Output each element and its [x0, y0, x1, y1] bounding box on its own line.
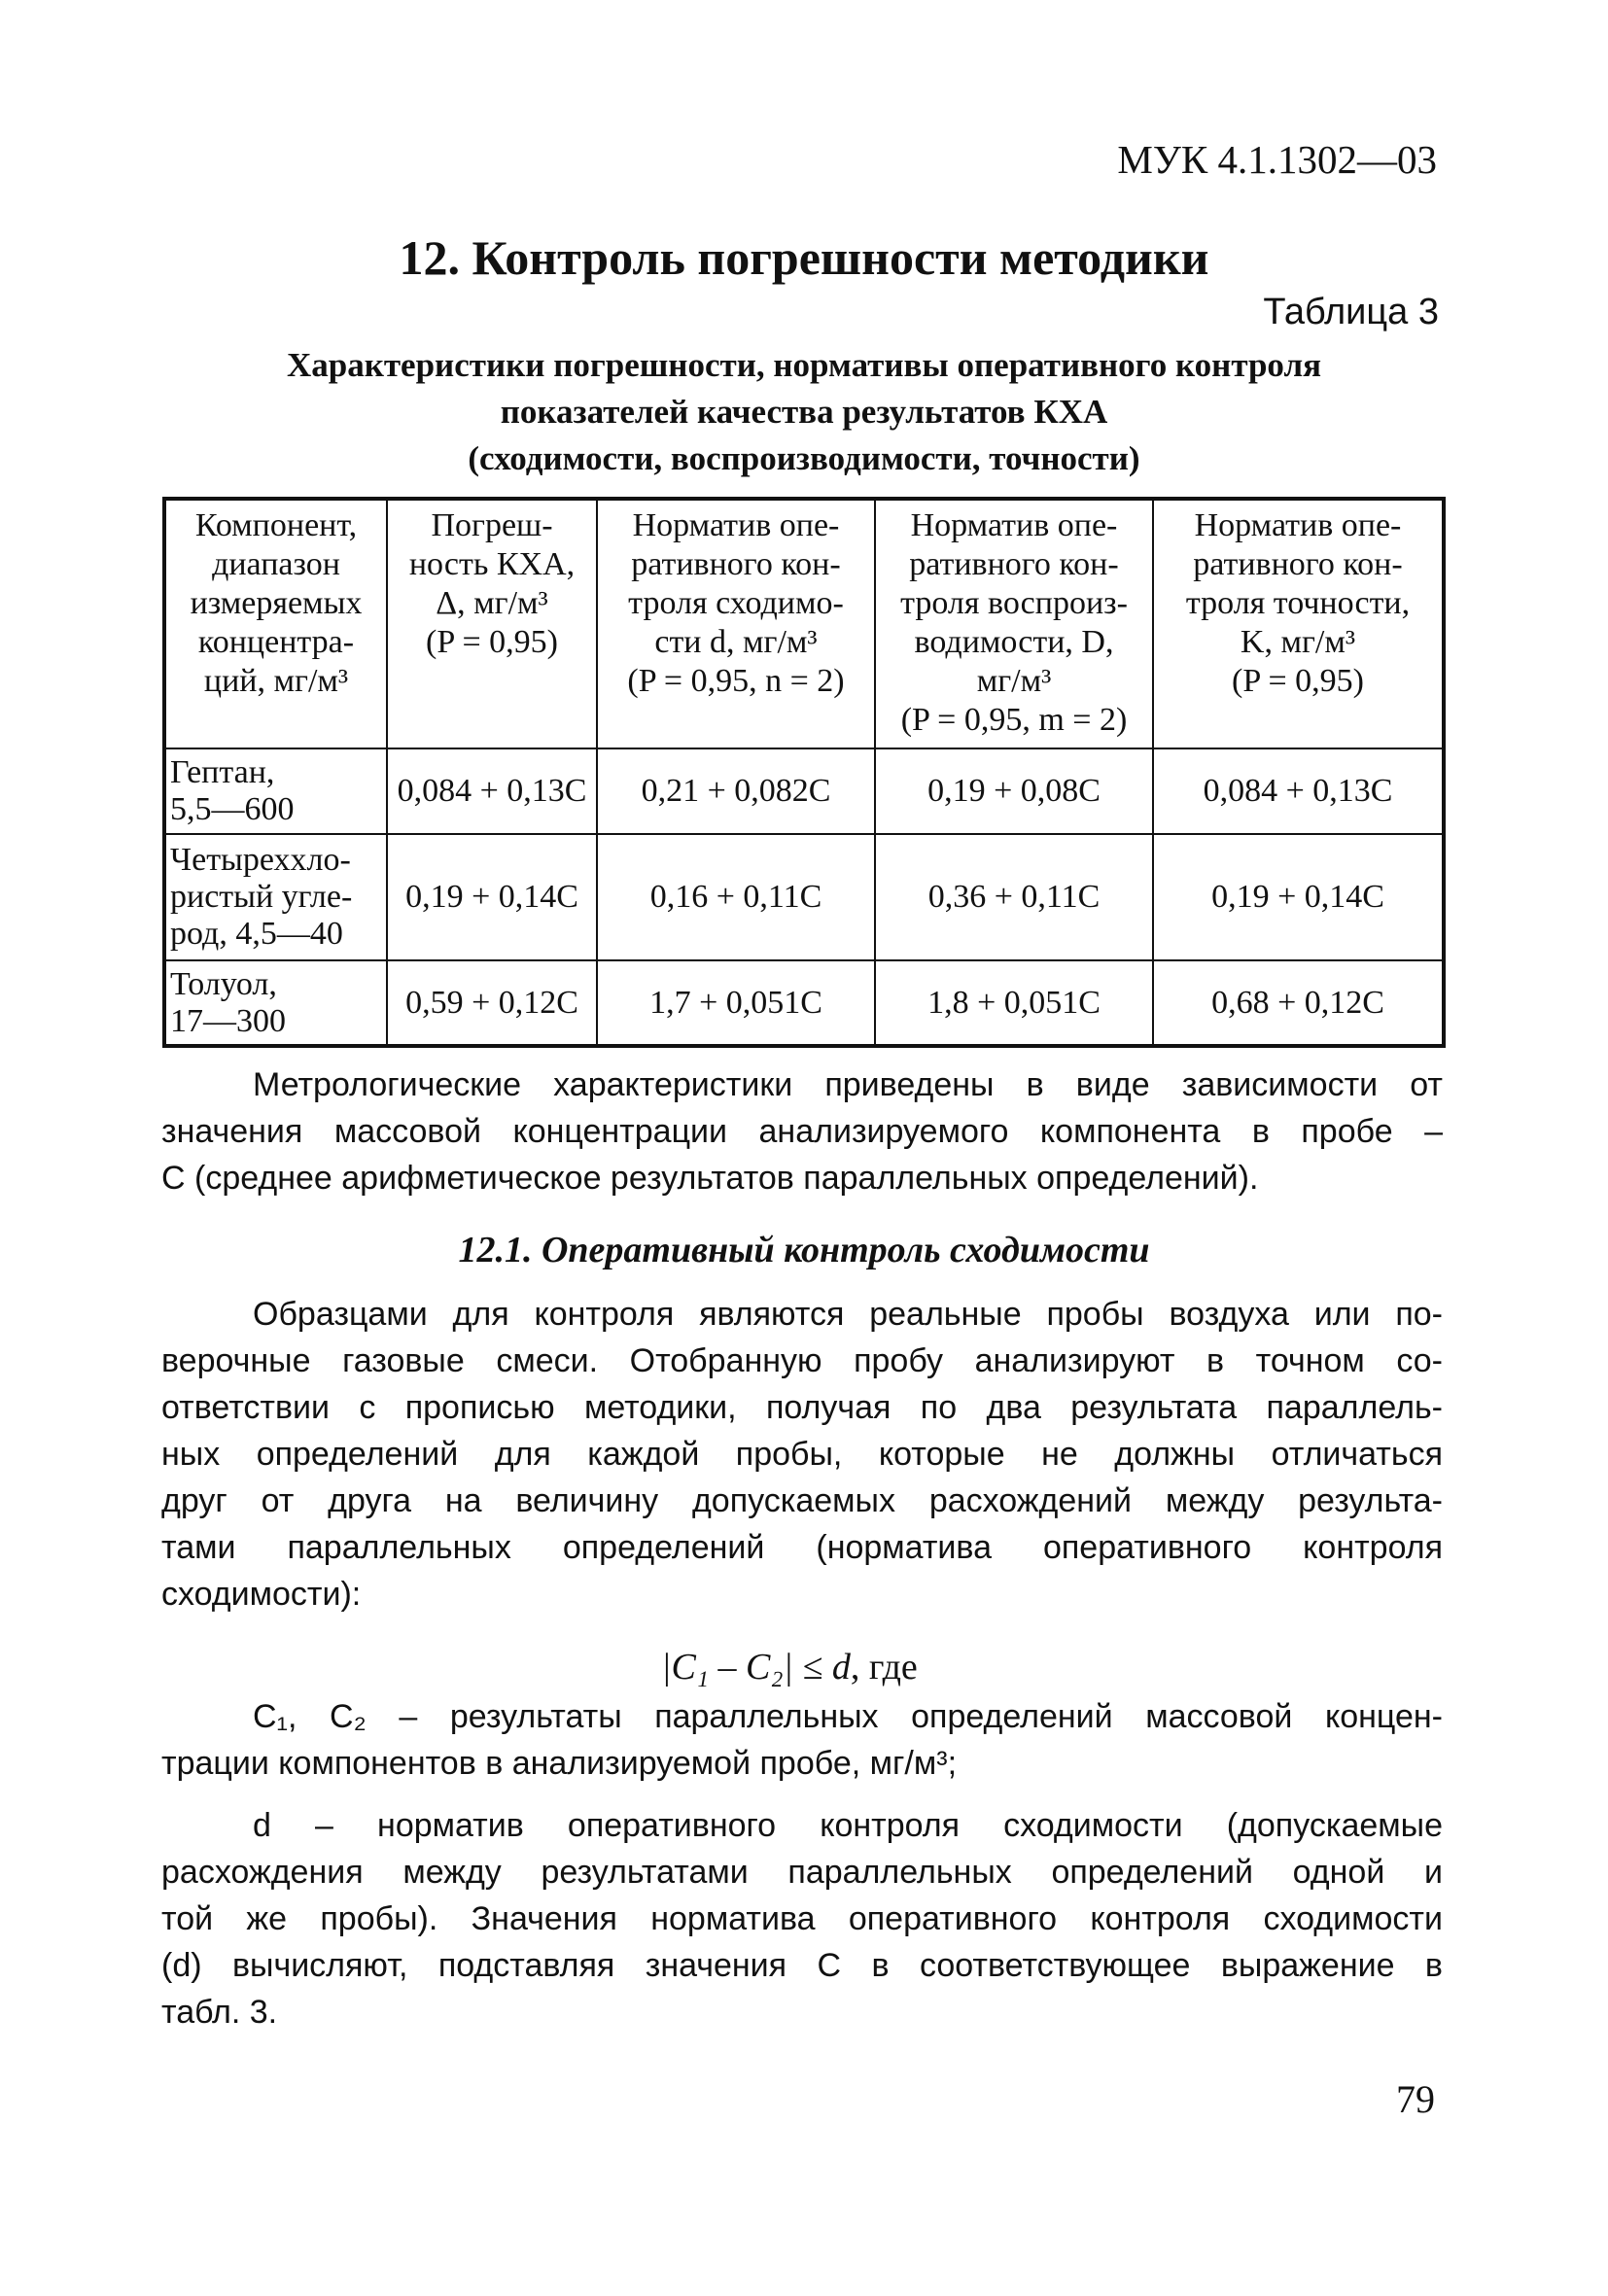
header-line: диапазон	[212, 546, 340, 582]
header-line: ративного кон-	[909, 546, 1119, 582]
component-line: 17—300	[170, 1002, 286, 1039]
caption-line: показателей качества результатов КХА	[500, 393, 1108, 431]
text-line: друг от друга на величину допускаемых расхождений между результа-	[161, 1482, 1443, 1519]
component-cell	[164, 748, 387, 834]
header-cell-repeatability	[597, 499, 875, 748]
component-line: Четыреххло-	[170, 842, 351, 878]
component-line: 5,5—600	[170, 791, 295, 827]
table-header-row	[164, 499, 1444, 748]
table-caption	[0, 342, 1608, 482]
header-line: Погреш-	[431, 507, 553, 543]
header-line: ций, мг/м³	[203, 663, 349, 699]
header-line: ративного кон-	[631, 546, 841, 582]
text-line: ответствии с прописью методики, получая по два результата параллель-	[161, 1389, 1443, 1426]
text-line: значения массовой концентрации анализируемого компонента в пробе –	[161, 1113, 1443, 1150]
text-line: табл. 3.	[161, 1994, 278, 2031]
text-line: ных определений для каждой пробы, которые не должны отличаться	[161, 1436, 1443, 1473]
header-line: троля сходимо-	[628, 585, 844, 621]
table-cell: 1,7 + 0,051C	[597, 960, 875, 1046]
subsection-title: 12.1. Оперативный контроль сходимости	[458, 1230, 1150, 1270]
header-line: Норматив опе-	[632, 507, 840, 543]
text-line: Образцами для контроля являются реальные пробы воздуха или по-	[253, 1296, 1443, 1333]
table-row	[164, 748, 1444, 834]
header-line: (P = 0,95, m = 2)	[900, 702, 1128, 738]
table-cell: 1,8 + 0,051C	[875, 960, 1153, 1046]
header-line: (P = 0,95)	[426, 624, 558, 660]
text-line: той же пробы). Значения норматива оперативного контроля сходимости	[161, 1900, 1443, 1937]
table-row	[164, 834, 1444, 960]
header-line: измеряемых	[190, 585, 363, 621]
formula-suffix: , где	[850, 1647, 918, 1687]
header-line: ность КХА,	[408, 546, 576, 582]
text-line: (d) вычисляют, подставляя значения C в соответствующее выражение в	[161, 1947, 1443, 1984]
header-line: Δ, мг/м³	[436, 585, 548, 621]
text-line: верочные газовые смеси. Отобранную пробу анализируют в точном со-	[161, 1342, 1443, 1379]
table-cell: 0,084 + 0,13C	[387, 748, 597, 834]
doc-code: МУК 4.1.1302—03	[1117, 137, 1437, 182]
header-line: Норматив опе-	[910, 507, 1118, 543]
table-label: Таблица 3	[1263, 292, 1439, 332]
text-line: d – норматив оперативного контроля сходимости (допускаемые	[253, 1807, 1443, 1844]
text-line: C₁, C₂ – результаты параллельных определений массовой концен-	[253, 1698, 1443, 1735]
component-cell	[164, 960, 387, 1046]
component-line: род, 4,5—40	[170, 916, 343, 952]
header-line: мг/м³	[976, 663, 1052, 699]
header-line: троля воспроиз-	[900, 585, 1128, 621]
table-row	[164, 960, 1444, 1046]
paragraph-samples	[161, 1291, 1443, 1618]
text-line: Метрологические характеристики приведены в виде зависимости от	[253, 1066, 1443, 1103]
repeatability-formula	[661, 1646, 918, 1688]
text-line: трации компонентов в анализируемой пробе, мг/м³;	[161, 1745, 958, 1782]
header-cell-accuracy	[1153, 499, 1444, 748]
table-cell: 0,19 + 0,14C	[387, 834, 597, 960]
table-cell: 0,36 + 0,11C	[875, 834, 1153, 960]
component-line: Толуол,	[170, 965, 277, 1002]
header-cell-reproducibility	[875, 499, 1153, 748]
header-line: (P = 0,95, n = 2)	[627, 663, 845, 699]
text-line: сходимости):	[161, 1576, 362, 1613]
header-line: K, мг/м³	[1240, 624, 1356, 660]
header-cell-error	[387, 499, 597, 748]
header-line: троля точности,	[1185, 585, 1411, 621]
table-cell: 0,19 + 0,14C	[1153, 834, 1444, 960]
component-line: Гептан,	[170, 754, 275, 790]
header-line: (P = 0,95)	[1232, 663, 1364, 699]
formula-expression: |C₁ – C₂| ≤ d	[661, 1647, 851, 1687]
header-line: Компонент,	[194, 507, 358, 543]
header-line: сти d, мг/м³	[654, 624, 818, 660]
table-cell: 0,084 + 0,13C	[1153, 748, 1444, 834]
metrology-table	[162, 497, 1446, 1048]
caption-line: (сходимости, воспроизводимости, точности)	[468, 439, 1140, 477]
header-line: ративного кон-	[1193, 546, 1403, 582]
table-cell: 0,21 + 0,082C	[597, 748, 875, 834]
table-cell: 0,68 + 0,12C	[1153, 960, 1444, 1046]
header-line: водимости, D,	[914, 624, 1114, 660]
text-line: расхождения между результатами параллельных определений одной и	[161, 1854, 1443, 1891]
text-line: тами параллельных определений (норматива оперативного контроля	[161, 1529, 1443, 1566]
paragraph-definitions	[161, 1693, 1443, 1787]
component-cell	[164, 834, 387, 960]
table-cell: 0,19 + 0,08C	[875, 748, 1153, 834]
section-title: 12. Контроль погрешности методики	[399, 230, 1209, 285]
component-line: ристый угле-	[170, 879, 353, 915]
table-cell: 0,16 + 0,11C	[597, 834, 875, 960]
table-note	[161, 1061, 1443, 1201]
header-line: Норматив опе-	[1194, 507, 1402, 543]
header-line: концентра-	[197, 624, 355, 660]
paragraph-norm	[161, 1802, 1443, 2035]
page-number: 79	[1396, 2077, 1435, 2121]
table-cell: 0,59 + 0,12C	[387, 960, 597, 1046]
caption-line: Характеристики погрешности, нормативы оперативного контроля	[286, 346, 1322, 384]
text-line: C (среднее арифметическое результатов параллельных определений).	[161, 1160, 1259, 1197]
header-cell-component	[164, 499, 387, 748]
